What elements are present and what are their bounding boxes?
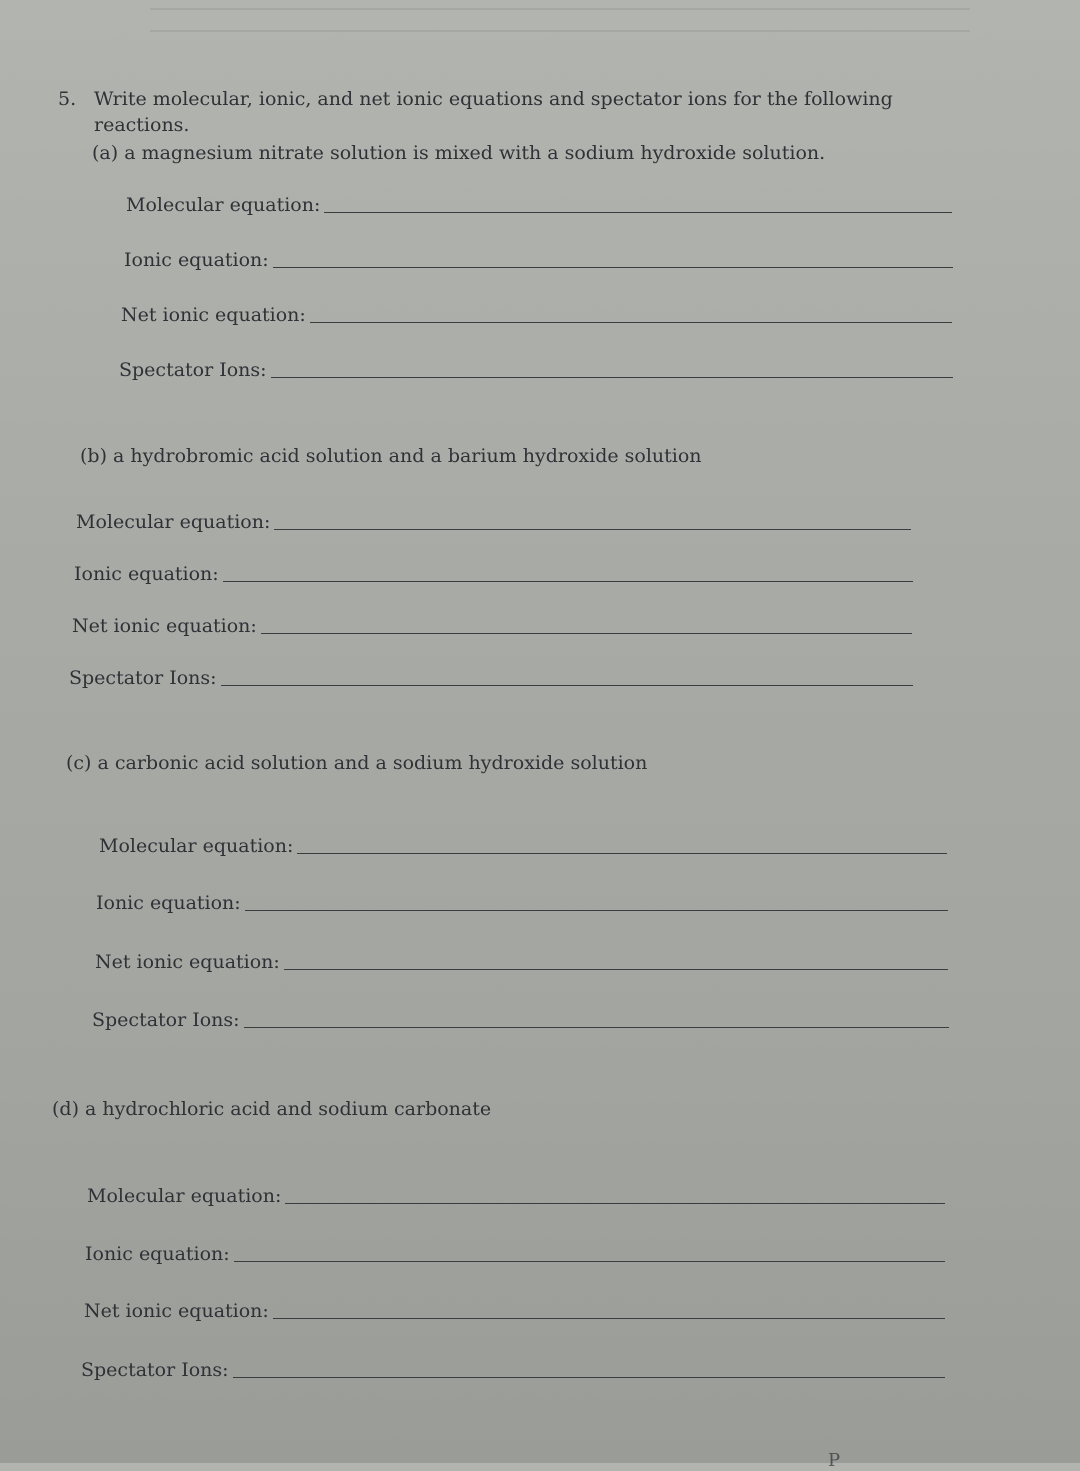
ionic-equation-blank[interactable] [273, 267, 953, 268]
part-b-spectator-row [69, 666, 913, 690]
spectator-ions-blank[interactable] [244, 1027, 949, 1028]
spectator-ions-label: Spectator Ions: [81, 1359, 229, 1381]
part-d-ionic-row [85, 1242, 945, 1266]
part-a-spectator-row [119, 358, 953, 382]
ionic-equation-label: Ionic equation: [96, 892, 241, 914]
part-c-spectator-row [92, 1008, 949, 1032]
part-a-ionic-row [124, 248, 953, 272]
spectator-ions-blank[interactable] [271, 377, 953, 378]
part-b-label: (b) a hydrobromic acid solution and a barium hydroxide solution [80, 445, 702, 467]
net-ionic-equation-blank[interactable] [284, 969, 948, 970]
part-d-spectator-row [81, 1358, 945, 1382]
molecular-equation-blank[interactable] [274, 529, 911, 530]
molecular-equation-blank[interactable] [324, 212, 952, 213]
page-number-fragment: P [828, 1450, 841, 1471]
part-a-label: (a) a magnesium nitrate solution is mixed with a sodium hydroxide solution. [92, 142, 826, 164]
molecular-equation-blank[interactable] [285, 1203, 945, 1204]
part-b-ionic-row [74, 562, 913, 586]
net-ionic-equation-blank[interactable] [273, 1318, 945, 1319]
ionic-equation-blank[interactable] [234, 1261, 945, 1262]
part-d-molecular-row [87, 1184, 945, 1208]
part-c-molecular-row [99, 834, 947, 858]
spectator-ions-label: Spectator Ions: [92, 1009, 240, 1031]
ionic-equation-label: Ionic equation: [74, 563, 219, 585]
spectator-ions-blank[interactable] [233, 1377, 945, 1378]
spectator-ions-label: Spectator Ions: [69, 667, 217, 689]
part-b-molecular-row [76, 510, 911, 534]
net-ionic-equation-label: Net ionic equation: [95, 951, 280, 973]
question-text: Write molecular, ionic, and net ionic equations and spectator ions for the following reactions. [94, 88, 893, 136]
ionic-equation-blank[interactable] [245, 910, 948, 911]
ionic-equation-blank[interactable] [223, 581, 913, 582]
part-a-net-ionic-row [121, 303, 952, 327]
molecular-equation-label: Molecular equation: [99, 835, 294, 857]
bleed-through-text [150, 0, 970, 50]
part-d-label: (d) a hydrochloric acid and sodium carbonate [52, 1098, 492, 1120]
molecular-equation-label: Molecular equation: [76, 511, 271, 533]
molecular-equation-label: Molecular equation: [126, 194, 321, 216]
net-ionic-equation-label: Net ionic equation: [72, 615, 257, 637]
spectator-ions-label: Spectator Ions: [119, 359, 267, 381]
part-a-molecular-row [126, 193, 952, 217]
spectator-ions-blank[interactable] [221, 685, 913, 686]
part-d-net-ionic-row [84, 1299, 945, 1323]
ionic-equation-label: Ionic equation: [124, 249, 269, 271]
part-c-net-ionic-row [95, 950, 948, 974]
net-ionic-equation-blank[interactable] [261, 633, 912, 634]
net-ionic-equation-blank[interactable] [310, 322, 952, 323]
question-header [58, 86, 898, 138]
molecular-equation-blank[interactable] [297, 853, 947, 854]
molecular-equation-label: Molecular equation: [87, 1185, 282, 1207]
part-c-label: (c) a carbonic acid solution and a sodium hydroxide solution [66, 752, 648, 774]
part-b-net-ionic-row [72, 614, 912, 638]
net-ionic-equation-label: Net ionic equation: [121, 304, 306, 326]
net-ionic-equation-label: Net ionic equation: [84, 1300, 269, 1322]
part-c-ionic-row [96, 891, 948, 915]
ionic-equation-label: Ionic equation: [85, 1243, 230, 1265]
question-number: 5. [58, 88, 77, 110]
